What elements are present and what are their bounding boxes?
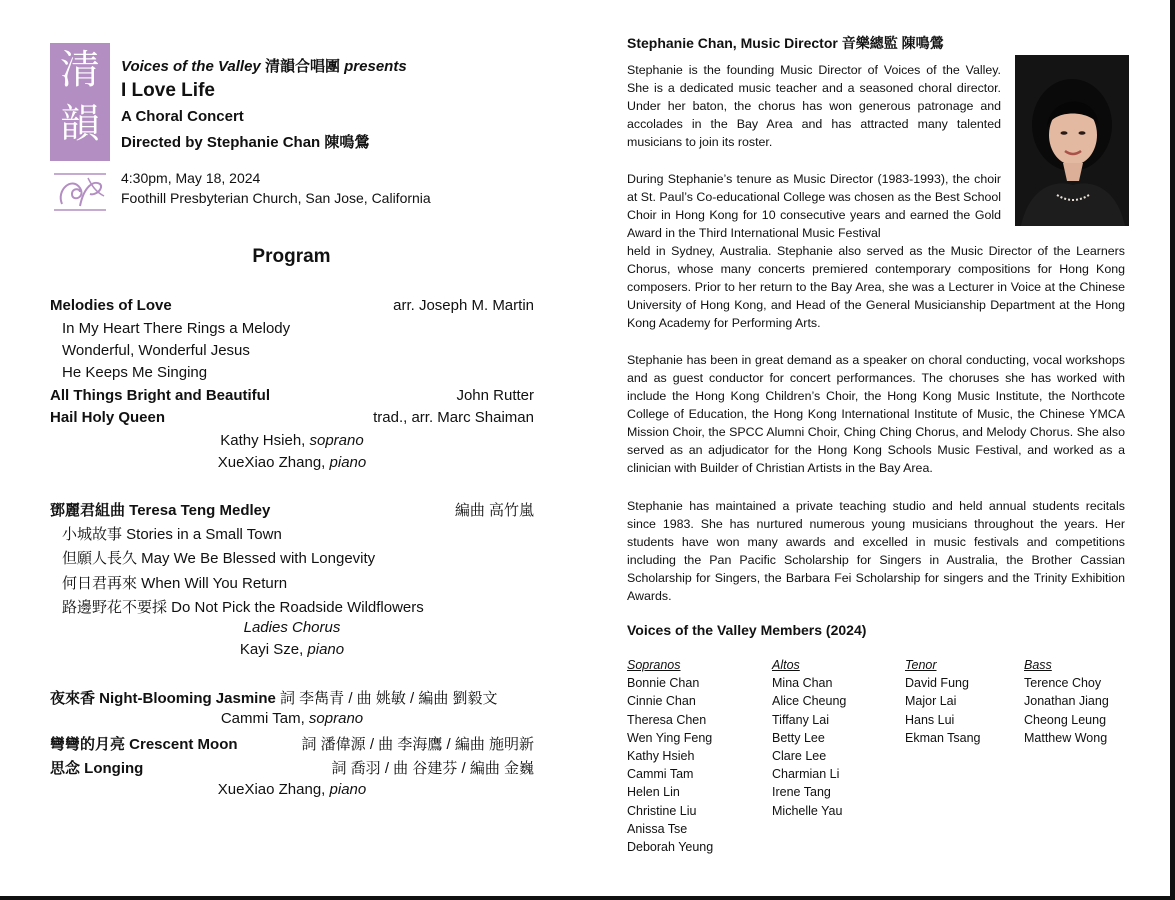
performer-name: XueXiao Zhang,: [217, 781, 330, 798]
piece-arranger: 編曲 高竹嵐: [454, 502, 534, 519]
member-name: Alice Cheung: [772, 694, 847, 709]
concert-title: I Love Life: [121, 80, 215, 101]
program-subpiece: 小城故事 Stories in a Small Town: [62, 526, 282, 543]
performer-name: XueXiao Zhang,: [217, 454, 330, 471]
member-name: Cinnie Chan: [627, 694, 696, 709]
presents-word: presents: [344, 58, 407, 75]
voice-section-sopranos: [627, 656, 713, 856]
members-heading: Voices of the Valley Members (2024): [627, 622, 867, 638]
piece-title: 鄧麗君組曲 Teresa Teng Medley: [50, 502, 271, 519]
director-bio-paragraph: Stephanie has maintained a private teaching studio and held annual students recitals since 1983. She has nurtured numerous young musicians throughout the years. Her students have won many awards and excelled in music festivals and competitions including the Pan Pacific Scholarship for Singers in Australia, the Brother Cassian Scholarship for Singers, the Barbara Fei Scholarship for singers and the Trinity Exhibition Awards.: [627, 499, 1125, 603]
member-name: Cammi Tam: [627, 767, 694, 782]
piece-title: Melodies of Love: [50, 297, 172, 314]
performer-role: soprano: [309, 432, 364, 449]
performer-credit: [50, 641, 534, 658]
piece-arranger: trad., arr. Marc Shaiman: [373, 409, 534, 426]
member-name: Michelle Yau: [772, 803, 843, 818]
piece-credits: 詞 潘偉源 / 曲 李海鷹 / 編曲 施明新: [301, 736, 534, 753]
presents-line: [121, 55, 407, 76]
logo-swirl-icon: [50, 166, 110, 218]
performer-credit: Ladies Chorus: [243, 619, 341, 636]
member-name: David Fung: [905, 676, 969, 691]
concert-date: 4:30pm, May 18, 2024: [121, 170, 261, 186]
member-name: Theresa Chen: [627, 712, 707, 727]
member-list: [1024, 674, 1109, 747]
program-piece: [50, 757, 534, 778]
piece-credits: 詞 喬羽 / 曲 谷建芬 / 編曲 金巍: [331, 760, 534, 777]
director-bio-paragraph: Stephanie is the founding Music Director of Voices of the Valley. She is a dedicated music teacher and a seasoned choral director. Under her baton, the chorus has won generous patronage and accolades in the Bay Area and has attracted many talented musicians to join its roster.: [627, 63, 1001, 149]
director-heading: Stephanie Chan, Music Director 音樂總監 陳鳴鶯: [627, 35, 944, 51]
program-subpiece: In My Heart There Rings a Melody: [62, 320, 291, 337]
program-piece: [50, 409, 534, 426]
member-list: [627, 674, 713, 856]
piece-title: 彎彎的月亮 Crescent Moon: [50, 736, 238, 753]
logo-char-1: 清: [60, 47, 100, 93]
voice-section-heading: Sopranos: [627, 658, 681, 672]
member-name: Major Lai: [905, 694, 957, 709]
performer-credit: [50, 432, 534, 449]
voice-section-altos: [772, 656, 846, 820]
directed-by: Directed by Stephanie Chan 陳鳴鶯: [121, 134, 370, 151]
performer-name: Kathy Hsieh,: [220, 432, 310, 449]
program-piece: [50, 733, 534, 754]
performer-credit: [50, 454, 534, 471]
member-name: Anissa Tse: [627, 821, 688, 836]
piece-title: 思念 Longing: [50, 760, 144, 777]
member-name: Christine Liu: [627, 803, 697, 818]
member-list: [905, 674, 981, 747]
program-piece: [50, 499, 534, 520]
performer-role: piano: [307, 641, 345, 658]
voice-section-bass: [1024, 656, 1109, 747]
ensemble-name-cn: 清韻合唱團: [264, 58, 340, 75]
piece-arranger: arr. Joseph M. Martin: [393, 297, 534, 314]
piece-title: Hail Holy Queen: [50, 409, 166, 426]
program-piece: [50, 297, 534, 314]
piece-title: All Things Bright and Beautiful: [50, 387, 270, 404]
member-name: Jonathan Jiang: [1024, 694, 1109, 709]
director-bio-paragraph-text: During Stephanie’s tenure as Music Director (1983-1993), the choir at St. Paul’s Co-educational College was chosen as the Best School Choir in Hong Kong for 10 consecutive years and earned the Gold Award in the Third International Music Festival: [627, 172, 1001, 240]
performer-name: Kayi Sze,: [239, 641, 308, 658]
piece-title: 夜來香 Night-Blooming Jasmine: [50, 690, 276, 707]
voice-section-heading: Bass: [1024, 658, 1052, 672]
director-bio-paragraph: Stephanie has been in great demand as a speaker on choral conducting, vocal workshops and as guest conductor for concert performances. The choruses she has worked with include the Hong Kong Children’s Choir, the Hong Kong Music Institute, the Northcote College of Education, the Hong Kong International Institute of Music, the Chinese YMCA Mission Choir, the SPCC Alumni Choir, Ching Ching Chorus, and Melody Chorus. She also served as an adjudicator for the Hong Kong Schools Music Festival, and worked as a clinician with Builder of Christian Artists in the Bay Area.: [627, 353, 1125, 475]
member-name: Helen Lin: [627, 785, 680, 800]
member-list: [772, 674, 846, 820]
program-subpiece: 路邊野花不要採 Do Not Pick the Roadside Wildflowers: [62, 599, 424, 616]
director-photo: [1015, 55, 1129, 226]
performer-role: piano: [329, 781, 367, 798]
program-subpiece: 但願人長久 May We Be Blessed with Longevity: [62, 550, 376, 567]
member-name: Hans Lui: [905, 712, 955, 727]
performer-name: Cammi Tam,: [220, 710, 309, 727]
program-title: Program: [252, 246, 331, 267]
piece-composer: John Rutter: [456, 387, 534, 404]
director-bio-paragraph: [627, 170, 1001, 242]
performer-role: soprano: [308, 710, 364, 727]
page-border-right: [1170, 0, 1175, 900]
member-name: Wen Ying Feng: [627, 730, 713, 745]
voice-section-heading: Altos: [772, 658, 800, 672]
piece-credits: 詞 李雋青 / 曲 姚敏 / 編曲 劉毅文: [280, 690, 498, 707]
voice-section-heading: Tenor: [905, 658, 937, 672]
member-name: Deborah Yeung: [627, 840, 714, 855]
member-name: Matthew Wong: [1024, 730, 1108, 745]
member-name: Mina Chan: [772, 676, 833, 691]
member-name: Terence Choy: [1024, 676, 1102, 691]
program-piece: [50, 687, 534, 708]
member-name: Tiffany Lai: [772, 712, 829, 727]
director-bio-paragraph-continued: held in Sydney, Australia. Stephanie also served as the Music Director of the Learners Chorus, whose many concerts premiered contemporary compositions for Hong Kong composers. Prior to her return to the Bay Area, she was a Lecturer in Voice at the Chinese University of Hong Kong, and Head of the General Musicianship Department at the Hong Kong Academy for Performing Arts.: [627, 244, 1125, 330]
member-name: Cheong Leung: [1024, 712, 1107, 727]
ensemble-name: Voices of the Valley: [121, 58, 261, 75]
choir-logo: [50, 43, 110, 161]
program-piece: [50, 387, 534, 404]
member-name: Bonnie Chan: [627, 676, 700, 691]
member-name: Charmian Li: [772, 767, 840, 782]
voice-section-tenor: [905, 656, 981, 747]
logo-char-2: 韻: [60, 101, 100, 147]
performer-credit: [50, 781, 534, 798]
member-name: Irene Tang: [772, 785, 831, 800]
performer-role: piano: [329, 454, 367, 471]
program-subpiece: 何日君再來 When Will You Return: [62, 575, 288, 592]
concert-subtitle: A Choral Concert: [121, 108, 244, 125]
performer-credit: [50, 710, 534, 727]
member-name: Ekman Tsang: [905, 730, 981, 745]
concert-venue: Foothill Presbyterian Church, San Jose, California: [121, 190, 431, 206]
page-border-bottom: [0, 896, 1175, 900]
program-subpiece: Wonderful, Wonderful Jesus: [62, 342, 250, 359]
member-name: Clare Lee: [772, 749, 827, 764]
member-name: Kathy Hsieh: [627, 749, 695, 764]
program-subpiece: He Keeps Me Singing: [62, 364, 208, 381]
member-name: Betty Lee: [772, 730, 825, 745]
